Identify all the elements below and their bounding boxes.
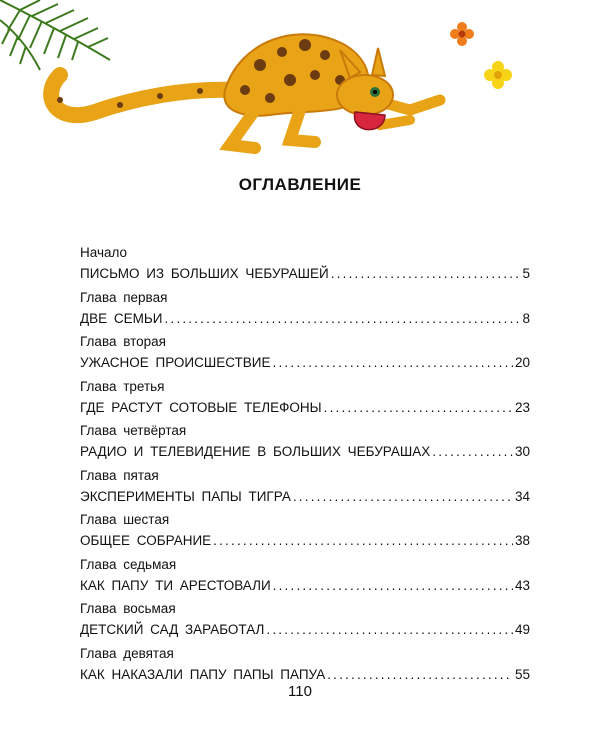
chapter-line [80, 620, 530, 640]
leopard-tail [51, 75, 235, 115]
page-ref: 49 [514, 622, 530, 637]
toc-entry[interactable] [80, 243, 530, 288]
page-ref: 43 [514, 577, 530, 593]
chapter-label: Глава первая [80, 289, 168, 305]
chapter-title: ПИСЬМО ИЗ БОЛЬШИХ ЧЕБУРАШЕЙ [80, 266, 329, 281]
chapter-title: ДЕТСКИЙ САД ЗАРАБОТАЛ [80, 622, 265, 637]
chapter-title: ГДЕ РАСТУТ СОТОВЫЕ ТЕЛЕФОНЫ [80, 399, 322, 415]
dot-leader [324, 398, 513, 418]
chapter-title: ОБЩЕЕ СОБРАНИЕ [80, 533, 212, 548]
dot-leader [164, 309, 520, 329]
toc-entry[interactable] [80, 599, 530, 644]
chapter-title: КАК ПАПУ ТИ АРЕСТОВАЛИ [80, 577, 271, 593]
chapter-line [80, 309, 530, 329]
dot-leader [432, 442, 513, 462]
toc-entry[interactable] [80, 644, 530, 689]
chapter-title: ЭКСПЕРИМЕНТЫ ПАПЫ ТИГРА [80, 488, 291, 504]
chapter-line [80, 442, 530, 462]
dot-leader [266, 620, 513, 640]
dot-leader [293, 487, 513, 507]
toc-entry[interactable] [80, 377, 530, 422]
dot-leader [273, 576, 513, 596]
chapter-label: Глава шестая [80, 512, 170, 527]
toc-entry[interactable] [80, 510, 530, 555]
chapter-line [80, 398, 530, 418]
chapter-label: Глава четвёртая [80, 423, 187, 438]
chapter-line [80, 531, 530, 551]
leopard-head [337, 75, 393, 115]
page-ref: 34 [514, 488, 530, 504]
page-ref: 30 [514, 444, 530, 459]
page-ref: 55 [514, 666, 530, 682]
contents-title: ОГЛАВЛЕНИЕ [238, 175, 362, 194]
dot-leader [331, 264, 521, 284]
chapter-line [80, 576, 530, 596]
flower-icon [450, 22, 474, 46]
chapter-label: Глава седьмая [80, 556, 177, 572]
chapter-title: ДВЕ СЕМЬИ [80, 310, 163, 326]
chapter-title: КАК НАКАЗАЛИ ПАПУ ПАПЫ ПАПУА [80, 666, 326, 682]
toc-entry[interactable] [80, 288, 530, 333]
page-ref: 23 [514, 399, 530, 415]
chapter-label: Глава третья [80, 378, 165, 394]
page-ref: 20 [514, 355, 530, 370]
chapter-label: Глава вторая [80, 334, 166, 349]
chapter-label: Глава девятая [80, 645, 174, 661]
chapter-label: Глава восьмая [80, 601, 176, 616]
chapter-title: УЖАСНОЕ ПРОИСШЕСТВИЕ [80, 355, 271, 370]
chapter-line [80, 264, 530, 284]
leopard-illustration [0, 0, 600, 170]
chapter-line [80, 487, 530, 507]
dot-leader [213, 531, 513, 551]
page-ref: 8 [522, 310, 530, 326]
toc-entry[interactable] [80, 466, 530, 511]
chapter-line [80, 353, 530, 373]
table-of-contents [80, 243, 530, 688]
chapter-label: Глава пятая [80, 467, 159, 483]
dot-leader [327, 665, 513, 685]
page-ref: 38 [514, 533, 530, 548]
palm-leaf-icon [0, 0, 110, 70]
toc-entry[interactable] [80, 555, 530, 600]
toc-entry[interactable] [80, 421, 530, 466]
flower-icon [484, 61, 512, 89]
chapter-label: Начало [80, 245, 128, 260]
page-ref: 5 [522, 266, 530, 281]
toc-entry[interactable] [80, 332, 530, 377]
page-number: 110 [288, 683, 312, 700]
chapter-line [80, 665, 530, 685]
dot-leader [273, 353, 513, 373]
chapter-title: РАДИО И ТЕЛЕВИДЕНИЕ В БОЛЬШИХ ЧЕБУРАШАХ [80, 444, 431, 459]
